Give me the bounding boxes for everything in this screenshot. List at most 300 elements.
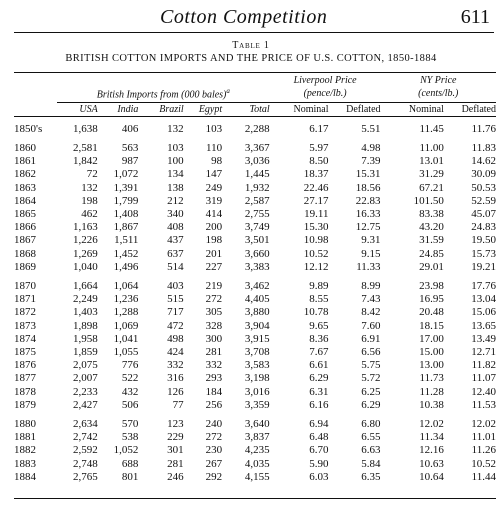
- india-cell: 987: [121, 155, 139, 168]
- liverpool-deflated-cell: 6.63: [361, 444, 381, 457]
- liverpool-deflated-cell: 18.56: [355, 181, 381, 194]
- liverpool-deflated-cell: 5.75: [361, 359, 381, 372]
- liverpool-deflated-cell: 8.42: [361, 306, 381, 319]
- total-cell: 4,035: [244, 457, 270, 470]
- table-row: [14, 195, 496, 208]
- liverpool-deflated-cell: 8.99: [361, 279, 381, 292]
- ny-deflated-cell: 19.21: [471, 260, 496, 273]
- total-cell: 1,445: [244, 168, 270, 181]
- liverpool-nominal-cell: 9.89: [309, 279, 329, 292]
- liverpool-deflated-cell: 5.72: [361, 372, 381, 385]
- brazil-cell: 126: [167, 385, 184, 398]
- liverpool-nominal-cell: 6.03: [309, 470, 329, 483]
- ny-nominal-cell: 10.63: [419, 457, 444, 470]
- table-row: [14, 168, 496, 181]
- ny-nominal-cell: 67.21: [419, 181, 444, 194]
- liverpool-deflated-cell: 15.31: [355, 168, 381, 181]
- liverpool-nominal-cell: 27.17: [303, 194, 329, 207]
- usa-cell: 462: [81, 207, 98, 220]
- year-cell: 1878: [14, 385, 36, 398]
- total-cell: 1,932: [244, 181, 270, 194]
- table-row: [14, 431, 496, 444]
- year-cell: 1862: [14, 168, 36, 181]
- total-cell: 3,915: [244, 332, 270, 345]
- usa-cell: 2,581: [72, 141, 98, 154]
- brazil-cell: 637: [167, 247, 184, 260]
- table-row: [14, 386, 496, 399]
- cotton-table: [14, 72, 496, 484]
- ny-deflated-cell: 15.73: [471, 247, 496, 260]
- usa-cell: 1,226: [72, 234, 98, 247]
- ny-nominal-cell: 31.59: [419, 234, 444, 247]
- liverpool-nominal-cell: 6.61: [309, 359, 329, 372]
- liverpool-nominal-cell: 8.36: [309, 332, 329, 345]
- egypt-cell: 267: [205, 457, 223, 470]
- year-cell: 1880: [14, 418, 36, 430]
- imports-header-text: British Imports from (000 bales): [96, 89, 227, 101]
- india-cell: 1,452: [113, 247, 139, 260]
- liverpool-nominal-cell: 15.30: [303, 221, 329, 234]
- egypt-cell: 198: [205, 234, 223, 247]
- ny-deflated-cell: 14.62: [471, 155, 496, 168]
- liverpool-nominal-cell: 22.46: [303, 181, 329, 194]
- usa-cell: 1,269: [72, 247, 98, 260]
- table-row: [14, 261, 496, 274]
- usa-cell: 1,842: [72, 155, 98, 168]
- table-label: Table 1: [232, 40, 270, 51]
- ny-group-header: [381, 73, 496, 102]
- table-caption: [0, 40, 502, 65]
- group-header-row: [14, 73, 496, 102]
- running-title: Cotton Competition: [160, 6, 328, 28]
- table-body: [14, 73, 496, 485]
- ny-nominal-cell: 43.20: [419, 221, 444, 234]
- usa-cell: 1,958: [72, 332, 98, 345]
- liverpool-header-text: Liverpool Price: [293, 75, 357, 87]
- liverpool-unit-text: (pence/lb.): [303, 88, 347, 100]
- table-row: [14, 123, 496, 136]
- usa-cell: 1,859: [72, 345, 98, 358]
- india-cell: 1,288: [113, 306, 139, 319]
- running-head: [0, 6, 494, 32]
- total-cell: 2,587: [244, 194, 270, 207]
- usa-cell: 2,634: [72, 418, 98, 430]
- brazil-cell: 103: [167, 141, 184, 154]
- total-cell: 3,501: [244, 234, 270, 247]
- liverpool-nominal-cell: 9.65: [309, 319, 329, 332]
- egypt-cell: 305: [205, 306, 223, 319]
- year-cell: 1883: [14, 457, 36, 470]
- ny-deflated-cell: 11.83: [471, 141, 496, 154]
- ny-deflated-cell: 10.52: [471, 457, 496, 470]
- total-cell: 3,837: [244, 431, 270, 444]
- page-bottom-edge: [14, 498, 496, 499]
- usa-cell: 72: [86, 168, 98, 181]
- india-cell: 1,236: [113, 293, 139, 306]
- liverpool-deflated-cell: 11.33: [356, 260, 381, 273]
- year-cell: 1866: [14, 221, 36, 234]
- table-row: [14, 444, 496, 457]
- total-cell: 3,383: [244, 260, 270, 273]
- india-cell: 1,867: [113, 221, 139, 234]
- egypt-cell: 293: [205, 372, 223, 385]
- usa-cell: 2,249: [72, 293, 98, 306]
- total-cell: 2,288: [244, 122, 270, 135]
- liverpool-nominal-cell: 18.37: [303, 168, 329, 181]
- brazil-cell: 229: [167, 431, 184, 444]
- liverpool-deflated-cell: 12.75: [355, 221, 381, 234]
- egypt-cell: 201: [205, 247, 223, 260]
- brazil-cell: 408: [167, 221, 184, 234]
- egypt-cell: 230: [205, 444, 223, 457]
- column-header-row: [14, 102, 496, 116]
- ny-nominal-cell: 101.50: [413, 194, 444, 207]
- liverpool-deflated-cell: 6.29: [361, 398, 381, 411]
- table-row: [14, 333, 496, 346]
- table-row: [14, 142, 496, 155]
- imports-group-header: [57, 73, 270, 102]
- brazil-cell: 316: [167, 372, 184, 385]
- liverpool-nominal-cell: 7.67: [309, 345, 329, 358]
- table-row: [14, 221, 496, 234]
- brazil-cell: 281: [167, 457, 184, 470]
- liverpool-deflated-cell: 6.80: [361, 418, 381, 430]
- ny-nominal-cell: 11.28: [419, 385, 444, 398]
- total-cell: 3,583: [244, 359, 270, 372]
- ny-deflated-cell: 12.71: [471, 345, 496, 358]
- india-cell: 406: [121, 122, 139, 135]
- table-row: [14, 280, 496, 293]
- ny-deflated-cell: 11.07: [471, 372, 496, 385]
- india-cell: 801: [121, 470, 139, 483]
- egypt-cell: 414: [205, 207, 223, 220]
- brazil-cell: 437: [167, 234, 184, 247]
- total-cell: 3,640: [244, 418, 270, 430]
- usa-cell: 2,075: [72, 359, 98, 372]
- egypt-cell: 219: [205, 279, 223, 292]
- ny-deflated-cell: 17.76: [471, 279, 496, 292]
- liverpool-nominal-cell: 10.52: [303, 247, 329, 260]
- liverpool-nominal-cell: 5.97: [309, 141, 329, 154]
- year-cell: 1881: [14, 431, 36, 444]
- ny-nominal-cell: 11.34: [419, 431, 444, 444]
- col-total-header: Total: [222, 102, 270, 116]
- india-cell: 432: [121, 385, 139, 398]
- liverpool-deflated-cell: 7.39: [361, 155, 381, 168]
- total-cell: 3,462: [244, 279, 270, 292]
- ny-deflated-cell: 12.40: [471, 385, 496, 398]
- usa-cell: 2,007: [72, 372, 98, 385]
- ny-nominal-cell: 29.01: [419, 260, 444, 273]
- india-cell: 776: [121, 359, 139, 372]
- usa-cell: 1,040: [72, 260, 98, 273]
- col-usa-header: USA: [57, 102, 98, 116]
- ny-deflated-cell: 30.09: [471, 168, 496, 181]
- liverpool-nominal-cell: 8.55: [309, 293, 329, 306]
- year-cell: 1872: [14, 306, 36, 319]
- usa-cell: 2,427: [72, 398, 98, 411]
- ny-nominal-cell: 17.00: [419, 332, 444, 345]
- egypt-cell: 98: [211, 155, 223, 168]
- liverpool-deflated-cell: 6.91: [361, 332, 381, 345]
- liverpool-nominal-cell: 8.50: [309, 155, 329, 168]
- liverpool-nominal-cell: 6.16: [309, 398, 329, 411]
- table-title: BRITISH COTTON IMPORTS AND THE PRICE OF U.S. COTTON, 1850-1884: [65, 53, 437, 64]
- brazil-cell: 301: [167, 444, 184, 457]
- col-brazil-header: Brazil: [138, 102, 183, 116]
- total-cell: 4,235: [244, 444, 270, 457]
- egypt-cell: 332: [205, 359, 223, 372]
- ny-unit-text: (cents/lb.): [418, 88, 459, 100]
- table-row: [14, 234, 496, 247]
- egypt-cell: 292: [205, 470, 223, 483]
- liverpool-deflated-cell: 6.25: [361, 385, 381, 398]
- brazil-cell: 515: [167, 293, 184, 306]
- india-cell: 1,799: [113, 194, 139, 207]
- liverpool-deflated-cell: 22.83: [355, 194, 381, 207]
- running-head-rule: [14, 32, 494, 33]
- year-cell: 1873: [14, 319, 36, 332]
- year-cell: 1884: [14, 470, 36, 483]
- table-row: [14, 372, 496, 385]
- usa-cell: 2,765: [72, 470, 98, 483]
- ny-nominal-cell: 10.64: [419, 470, 444, 483]
- ny-nominal-cell: 83.38: [419, 207, 444, 220]
- liverpool-group-header: [270, 73, 381, 102]
- col-liverpool-nominal-header: Nominal: [270, 102, 329, 116]
- col-egypt-header: Egypt: [184, 102, 222, 116]
- liverpool-deflated-cell: 6.55: [361, 431, 381, 444]
- liverpool-nominal-cell: 6.70: [309, 444, 329, 457]
- egypt-cell: 319: [205, 194, 223, 207]
- liverpool-nominal-cell: 5.90: [309, 457, 329, 470]
- total-cell: 3,016: [244, 385, 270, 398]
- india-cell: 1,072: [113, 168, 139, 181]
- liverpool-deflated-cell: 7.60: [361, 319, 381, 332]
- india-cell: 538: [121, 431, 139, 444]
- usa-cell: 1,163: [72, 221, 98, 234]
- brazil-cell: 498: [167, 332, 184, 345]
- col-ny-deflated-header: Deflated: [444, 102, 496, 116]
- ny-nominal-cell: 18.15: [419, 319, 444, 332]
- india-cell: 570: [121, 418, 139, 430]
- egypt-cell: 281: [205, 345, 223, 358]
- total-cell: 3,367: [244, 141, 270, 154]
- usa-cell: 2,592: [72, 444, 98, 457]
- year-cell: 1860: [14, 141, 36, 154]
- brazil-cell: 340: [167, 207, 184, 220]
- ny-nominal-cell: 11.73: [419, 372, 444, 385]
- liverpool-deflated-cell: 5.84: [361, 457, 381, 470]
- total-cell: 3,904: [244, 319, 270, 332]
- brazil-cell: 123: [167, 418, 184, 430]
- liverpool-nominal-cell: 6.17: [309, 122, 329, 135]
- table-row: [14, 471, 496, 484]
- liverpool-deflated-cell: 7.43: [361, 293, 381, 306]
- liverpool-nominal-cell: 12.12: [303, 260, 329, 273]
- ny-deflated-cell: 11.53: [471, 398, 496, 411]
- ny-header-text: NY Price: [420, 75, 457, 87]
- usa-cell: 198: [81, 194, 98, 207]
- india-cell: 1,496: [113, 260, 139, 273]
- total-cell: 4,405: [244, 293, 270, 306]
- liverpool-deflated-cell: 4.98: [361, 141, 381, 154]
- year-cell: 1863: [14, 181, 36, 194]
- india-cell: 1,391: [113, 181, 139, 194]
- usa-cell: 1,403: [72, 306, 98, 319]
- egypt-cell: 147: [205, 168, 223, 181]
- year-cell: 1875: [14, 345, 36, 358]
- table-row: [14, 182, 496, 195]
- liverpool-nominal-cell: 10.98: [303, 234, 329, 247]
- egypt-cell: 300: [205, 332, 223, 345]
- ny-deflated-cell: 13.49: [471, 332, 496, 345]
- usa-cell: 2,742: [72, 431, 98, 444]
- india-cell: 563: [121, 141, 139, 154]
- ny-nominal-cell: 11.45: [419, 122, 444, 135]
- liverpool-deflated-cell: 6.56: [361, 345, 381, 358]
- egypt-cell: 249: [205, 181, 223, 194]
- total-cell: 3,036: [244, 155, 270, 168]
- india-cell: 522: [121, 372, 139, 385]
- ny-deflated-cell: 19.50: [471, 234, 496, 247]
- india-cell: 1,041: [113, 332, 139, 345]
- ny-nominal-cell: 15.00: [419, 345, 444, 358]
- ny-nominal-cell: 12.02: [419, 418, 444, 430]
- ny-nominal-cell: 16.95: [419, 293, 444, 306]
- ny-deflated-cell: 11.44: [471, 470, 496, 483]
- liverpool-nominal-cell: 6.48: [309, 431, 329, 444]
- imports-footnote-marker: a: [226, 87, 230, 95]
- egypt-cell: 256: [205, 398, 223, 411]
- brazil-cell: 424: [167, 345, 184, 358]
- ny-nominal-cell: 24.85: [419, 247, 444, 260]
- total-cell: 4,155: [244, 470, 270, 483]
- liverpool-nominal-cell: 6.94: [309, 418, 329, 430]
- egypt-cell: 272: [205, 431, 223, 444]
- india-cell: 1,511: [114, 234, 139, 247]
- brazil-cell: 134: [167, 168, 184, 181]
- ny-nominal-cell: 20.48: [419, 306, 444, 319]
- brazil-cell: 77: [172, 398, 184, 411]
- brazil-cell: 403: [167, 279, 184, 292]
- egypt-cell: 328: [205, 319, 223, 332]
- usa-cell: 1,664: [72, 279, 98, 292]
- year-cell: 1876: [14, 359, 36, 372]
- year-cell: 1871: [14, 293, 36, 306]
- ny-deflated-cell: 45.07: [471, 207, 496, 220]
- usa-cell: 2,233: [72, 385, 98, 398]
- liverpool-deflated-cell: 5.51: [361, 122, 381, 135]
- brazil-cell: 246: [167, 470, 184, 483]
- brazil-cell: 138: [167, 181, 184, 194]
- table-row: [14, 248, 496, 261]
- egypt-cell: 200: [205, 221, 223, 234]
- ny-deflated-cell: 11.01: [471, 431, 496, 444]
- total-cell: 3,708: [244, 345, 270, 358]
- table-row: [14, 346, 496, 359]
- egypt-cell: 103: [205, 122, 223, 135]
- liverpool-nominal-cell: 6.31: [309, 385, 329, 398]
- ny-deflated-cell: 13.04: [471, 293, 496, 306]
- india-cell: 688: [121, 457, 139, 470]
- ny-nominal-cell: 10.38: [419, 398, 444, 411]
- brazil-cell: 332: [167, 359, 184, 372]
- year-cell: 1867: [14, 234, 36, 247]
- egypt-cell: 184: [205, 385, 223, 398]
- col-ny-nominal-header: Nominal: [381, 102, 444, 116]
- ny-nominal-cell: 11.00: [419, 141, 444, 154]
- liverpool-deflated-cell: 9.15: [361, 247, 381, 260]
- year-cell: 1874: [14, 332, 36, 345]
- year-cell: 1879: [14, 398, 36, 411]
- ny-deflated-cell: 11.76: [471, 122, 496, 135]
- total-cell: 3,198: [244, 372, 270, 385]
- ny-deflated-cell: 11.26: [471, 444, 496, 457]
- usa-cell: 132: [81, 181, 98, 194]
- table-row: [14, 320, 496, 333]
- liverpool-deflated-cell: 16.33: [355, 207, 381, 220]
- brazil-cell: 132: [167, 122, 184, 135]
- egypt-cell: 240: [205, 418, 223, 430]
- year-cell: 1882: [14, 444, 36, 457]
- india-cell: 1,069: [113, 319, 139, 332]
- egypt-cell: 110: [206, 141, 223, 154]
- usa-cell: 1,898: [72, 319, 98, 332]
- ny-deflated-cell: 24.83: [471, 221, 496, 234]
- table-row: [14, 306, 496, 319]
- india-cell: 1,408: [113, 207, 139, 220]
- col-india-header: India: [98, 102, 139, 116]
- ny-nominal-cell: 13.00: [419, 359, 444, 372]
- liverpool-deflated-cell: 9.31: [361, 234, 381, 247]
- col-liverpool-deflated-header: Deflated: [328, 102, 380, 116]
- table-row: [14, 359, 496, 372]
- ny-deflated-cell: 15.06: [471, 306, 496, 319]
- ny-deflated-cell: 11.82: [471, 359, 496, 372]
- liverpool-nominal-cell: 10.78: [303, 306, 329, 319]
- table-row: [14, 458, 496, 471]
- table-row: [14, 155, 496, 168]
- table-row: [14, 293, 496, 306]
- year-cell: 1865: [14, 207, 36, 220]
- brazil-cell: 472: [167, 319, 184, 332]
- brazil-cell: 212: [167, 194, 184, 207]
- page-number: 611: [460, 6, 490, 28]
- year-cell: 1877: [14, 372, 36, 385]
- usa-cell: 1,638: [72, 122, 98, 135]
- ny-deflated-cell: 50.53: [471, 181, 496, 194]
- india-cell: 1,064: [113, 279, 139, 292]
- total-cell: 2,755: [244, 207, 270, 220]
- table-row: [14, 208, 496, 221]
- ny-nominal-cell: 12.16: [419, 444, 444, 457]
- ny-deflated-cell: 12.02: [471, 418, 496, 430]
- ny-deflated-cell: 13.65: [471, 319, 496, 332]
- year-cell: 1864: [14, 194, 36, 207]
- brazil-cell: 100: [167, 155, 184, 168]
- total-cell: 3,660: [244, 247, 270, 260]
- india-cell: 1,055: [113, 345, 139, 358]
- egypt-cell: 227: [205, 260, 223, 273]
- year-cell: 1869: [14, 260, 36, 273]
- ny-nominal-cell: 23.98: [419, 279, 444, 292]
- ny-deflated-cell: 52.59: [471, 194, 496, 207]
- table-row: [14, 418, 496, 431]
- table-row: [14, 399, 496, 412]
- usa-cell: 2,748: [72, 457, 98, 470]
- ny-nominal-cell: 13.01: [419, 155, 444, 168]
